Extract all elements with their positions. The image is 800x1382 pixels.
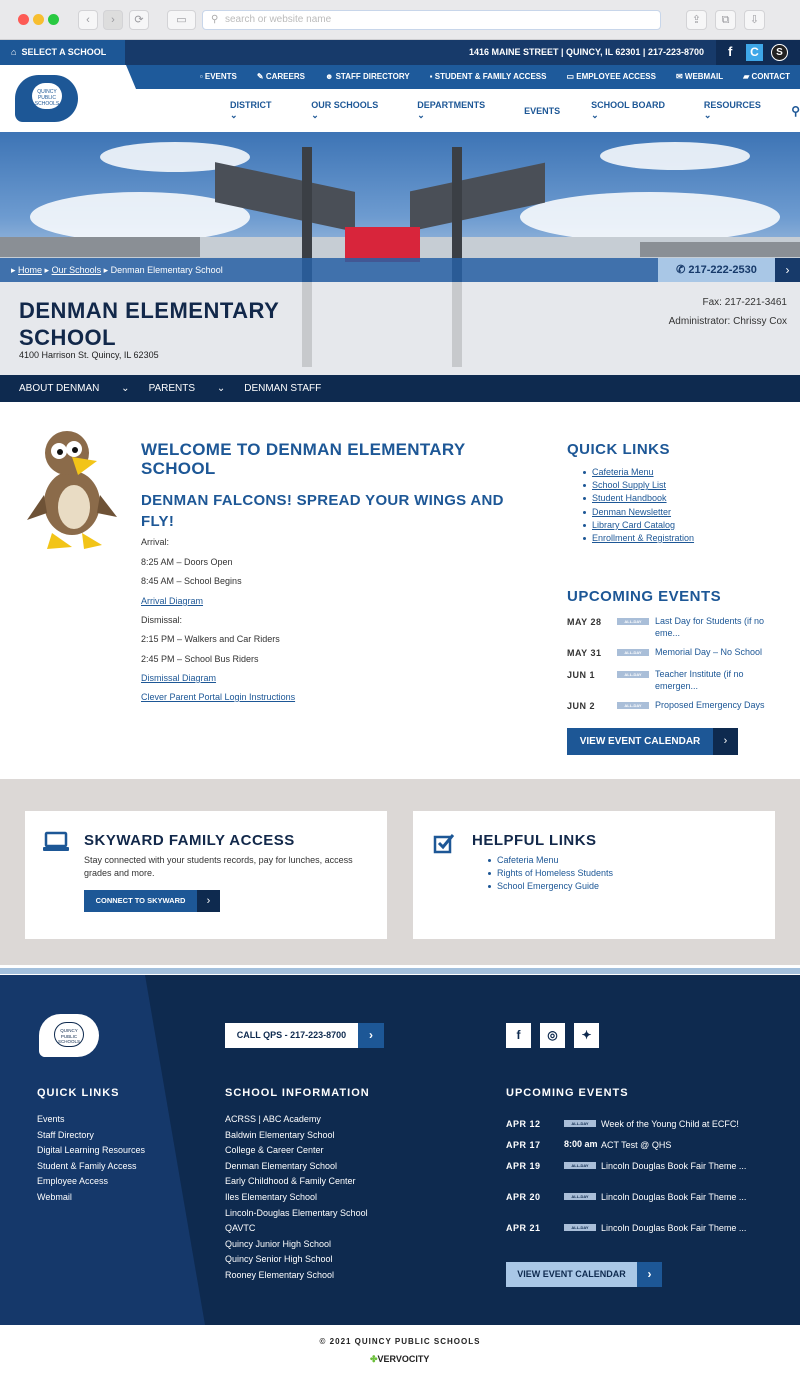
welcome-subheading: DENMAN FALCONS! SPREAD YOUR WINGS AND FLY! <box>141 492 504 530</box>
staff-directory-link[interactable]: ☻ STAFF DIRECTORY <box>324 72 410 81</box>
call-qps-button[interactable]: CALL QPS - 217-223-8700 <box>225 1023 358 1048</box>
subnav-parents[interactable]: PARENTS ⌄ <box>148 383 226 394</box>
school-phone[interactable]: ✆ 217-222-2530 <box>658 258 775 282</box>
footer-quick-links-heading: QUICK LINKS <box>37 1087 120 1099</box>
footer-events-heading: UPCOMING EVENTS <box>506 1087 629 1099</box>
school-information-list <box>225 1112 368 1284</box>
chevron-down-icon: ⌄ <box>591 110 599 120</box>
chevron-down-icon: ⌄ <box>703 110 712 120</box>
quick-links-heading: QUICK LINKS <box>567 441 670 458</box>
qps-logo[interactable] <box>15 75 78 122</box>
quick-links-list <box>592 466 694 545</box>
school-link[interactable]: Rooney Elementary School <box>225 1269 335 1280</box>
quick-link-cafeteria[interactable]: Cafeteria Menu <box>592 466 694 479</box>
footer-link-digital[interactable]: Digital Learning Resources <box>37 1145 146 1156</box>
webmail-link[interactable]: ✉ WEBMAIL <box>675 72 724 81</box>
share-button[interactable]: ⇪ <box>686 10 707 30</box>
calendar-icon: ▫ <box>199 72 205 81</box>
browser-toolbar <box>0 0 800 40</box>
skyward-card <box>25 811 387 939</box>
chevron-right-icon[interactable]: › <box>775 258 800 282</box>
upcoming-events-heading: UPCOMING EVENTS <box>567 588 722 605</box>
logo-text: QUINCY PUBLIC SCHOOLS <box>32 83 62 109</box>
school-link[interactable]: Quincy Junior High School <box>225 1238 332 1249</box>
id-card-icon: ▭ <box>566 72 577 81</box>
school-link[interactable]: Early Childhood & Family Center <box>225 1176 356 1187</box>
checkbox-icon <box>433 832 455 854</box>
nav-departments[interactable]: DEPARTMENTS ⌄ <box>417 100 486 120</box>
downloads-button[interactable]: ⇩ <box>744 10 765 30</box>
falcon-mascot-image <box>22 425 122 551</box>
school-subnav <box>0 375 800 402</box>
welcome-heading: WELCOME TO DENMAN ELEMENTARY SCHOOL <box>141 440 466 478</box>
quick-access-links <box>200 65 790 89</box>
helpful-links-list <box>497 854 613 894</box>
vervocity-logo-icon: ✤ <box>370 1354 378 1364</box>
select-school-label: SELECT A SCHOOL <box>21 47 107 57</box>
school-administrator: Administrator: Chrissy Cox <box>668 316 787 327</box>
school-link[interactable]: ACRSS | ABC Academy <box>225 1114 321 1124</box>
chevron-right-icon[interactable]: › <box>358 1023 384 1048</box>
breadcrumb-current: Denman Elementary School <box>110 265 223 275</box>
search-icon: ⚲ <box>211 14 219 25</box>
pencil-icon: ✎ <box>256 72 266 81</box>
quick-link-library[interactable]: Library Card Catalog <box>592 519 694 532</box>
facebook-icon[interactable]: f <box>506 1023 531 1048</box>
walkers-text: 2:15 PM – Walkers and Car Riders <box>141 634 280 644</box>
copyright: © 2021 QUINCY PUBLIC SCHOOLS <box>319 1337 481 1346</box>
contact-link[interactable]: ▰ CONTACT <box>743 72 790 81</box>
chevron-down-icon: ⌄ <box>417 110 425 120</box>
search-icon[interactable]: ⚲ <box>791 103 800 118</box>
laptop-icon <box>43 831 69 853</box>
school-link[interactable]: QAVTC <box>225 1223 256 1234</box>
school-link[interactable]: Baldwin Elementary School <box>225 1129 335 1140</box>
clever-portal-link[interactable]: Clever Parent Portal Login Instructions <box>141 692 296 702</box>
footer-link-student-family[interactable]: Student & Family Access <box>37 1160 137 1171</box>
helpful-link-homeless[interactable]: Rights of Homeless Students <box>497 867 613 880</box>
dismissal-diagram-link[interactable]: Dismissal Diagram <box>141 673 217 683</box>
footer-divider <box>0 965 800 975</box>
back-button[interactable]: ‹ <box>78 10 98 30</box>
address-bar[interactable] <box>202 10 661 30</box>
school-link[interactable]: Iles Elementary School <box>225 1191 318 1202</box>
footer-view-calendar-button[interactable]: VIEW EVENT CALENDAR <box>506 1262 637 1287</box>
page-title: DENMAN ELEMENTARY SCHOOL <box>19 298 279 350</box>
maximize-window-button[interactable] <box>48 14 59 25</box>
school-link[interactable]: College & Career Center <box>225 1145 324 1156</box>
lock-icon: ▪ <box>429 72 435 81</box>
school-begins-text: 8:45 AM – School Begins <box>141 576 242 586</box>
main-nav-items <box>230 89 800 132</box>
footer-link-employee[interactable]: Employee Access <box>37 1176 109 1187</box>
helpful-link-emergency[interactable]: School Emergency Guide <box>497 880 613 893</box>
top-social-links <box>716 40 800 65</box>
helpful-links-title: HELPFUL LINKS <box>472 832 597 849</box>
events-link[interactable]: ▫ EVENTS <box>199 72 237 81</box>
sidebar-toggle-button[interactable]: ▭ <box>167 10 196 30</box>
footer-link-webmail[interactable]: Webmail <box>37 1191 72 1202</box>
helpful-link-cafeteria[interactable]: Cafeteria Menu <box>497 854 613 867</box>
select-school-button[interactable] <box>0 40 125 65</box>
facebook-icon[interactable]: f <box>728 44 733 59</box>
dismissal-label: Dismissal: <box>141 615 183 625</box>
district-address: 1416 MAINE STREET | QUINCY, IL 62301 | 217-223-8700 <box>469 47 704 57</box>
footer-logo[interactable] <box>39 1014 99 1057</box>
nav-our-schools[interactable]: OUR SCHOOLS ⌄ <box>311 100 379 120</box>
skyward-text: Stay connected with your students records, pay for lunches, access grades and more. <box>84 855 353 878</box>
tabs-button[interactable]: ⧉ <box>715 10 736 30</box>
school-fax: Fax: 217-221-3461 <box>702 297 787 308</box>
footer-link-events[interactable]: Events <box>37 1114 65 1124</box>
student-family-access-link[interactable]: ▪ STUDENT & FAMILY ACCESS <box>429 72 547 81</box>
quick-link-supply-list[interactable]: School Supply List <box>592 479 694 492</box>
breadcrumb-our-schools[interactable]: Our Schools <box>51 265 102 275</box>
school-link[interactable]: Lincoln-Douglas Elementary School <box>225 1207 368 1218</box>
footer-logo-text: QUINCY PUBLIC SCHOOLS <box>54 1022 84 1047</box>
forward-button[interactable]: › <box>103 10 123 30</box>
address-placeholder: search or website name <box>225 14 332 25</box>
chevron-right-icon[interactable]: › <box>197 890 220 912</box>
envelope-icon: ✉ <box>675 72 685 81</box>
chevron-right-icon[interactable]: › <box>637 1262 662 1287</box>
chevron-down-icon: ⌄ <box>311 110 319 120</box>
view-event-calendar-button[interactable]: VIEW EVENT CALENDAR <box>567 728 713 755</box>
nav-events[interactable]: EVENTS <box>524 105 561 116</box>
doors-open-text: 8:25 AM – Doors Open <box>141 557 233 567</box>
users-icon: ☻ <box>324 72 336 81</box>
minimize-window-button[interactable] <box>33 14 44 25</box>
school-address: 4100 Harrison St. Quincy, IL 62305 <box>19 350 159 360</box>
vervocity-credit[interactable]: ✤VERVOCITY <box>370 1354 430 1364</box>
home-icon: ⌂ <box>11 47 17 57</box>
nav-school-board[interactable]: SCHOOL BOARD ⌄ <box>591 100 666 120</box>
footer-link-staff[interactable]: Staff Directory <box>37 1129 94 1140</box>
phone-icon: ✆ <box>676 264 686 276</box>
reload-button[interactable]: ⟳ <box>129 10 149 30</box>
bus-riders-text: 2:45 PM – School Bus Riders <box>141 654 259 664</box>
helpful-links-card <box>413 811 775 939</box>
footer-quick-links <box>37 1112 145 1206</box>
s-app-icon[interactable]: S <box>771 44 788 61</box>
careers-link[interactable]: ✎ CAREERS <box>256 72 305 81</box>
subnav-about[interactable]: ABOUT DENMAN ⌄ <box>19 383 130 394</box>
skyward-title: SKYWARD FAMILY ACCESS <box>84 832 295 849</box>
chat-icon: ▰ <box>743 72 752 81</box>
employee-access-link[interactable]: ▭ EMPLOYEE ACCESS <box>566 72 656 81</box>
arrival-label: Arrival: <box>141 537 170 547</box>
connect-skyward-button[interactable]: CONNECT TO SKYWARD <box>84 890 197 912</box>
nav-resources[interactable]: RESOURCES ⌄ <box>703 100 761 120</box>
quick-link-handbook[interactable]: Student Handbook <box>592 492 694 505</box>
breadcrumb: ▸ Home ▸ Our Schools ▸ Denman Elementary School <box>0 258 658 282</box>
school-information-heading: SCHOOL INFORMATION <box>225 1087 370 1099</box>
chevron-down-icon: ⌄ <box>230 110 238 120</box>
c-app-icon[interactable]: C <box>746 44 763 61</box>
school-link[interactable]: Quincy Senior High School <box>225 1254 333 1265</box>
breadcrumb-home[interactable]: Home <box>18 265 43 275</box>
quick-link-newsletter[interactable]: Denman Newsletter <box>592 506 694 519</box>
instagram-icon[interactable]: ◎ <box>540 1023 565 1048</box>
quick-link-enrollment[interactable]: Enrollment & Registration <box>592 532 694 545</box>
school-link[interactable]: Denman Elementary School <box>225 1160 338 1171</box>
arrival-diagram-link[interactable]: Arrival Diagram <box>141 596 204 606</box>
chevron-right-icon[interactable]: › <box>713 728 738 755</box>
subnav-staff[interactable]: DENMAN STAFF <box>244 383 322 394</box>
close-window-button[interactable] <box>18 14 29 25</box>
twitter-icon[interactable]: ✦ <box>574 1023 599 1048</box>
nav-district[interactable]: DISTRICT ⌄ <box>230 100 272 120</box>
